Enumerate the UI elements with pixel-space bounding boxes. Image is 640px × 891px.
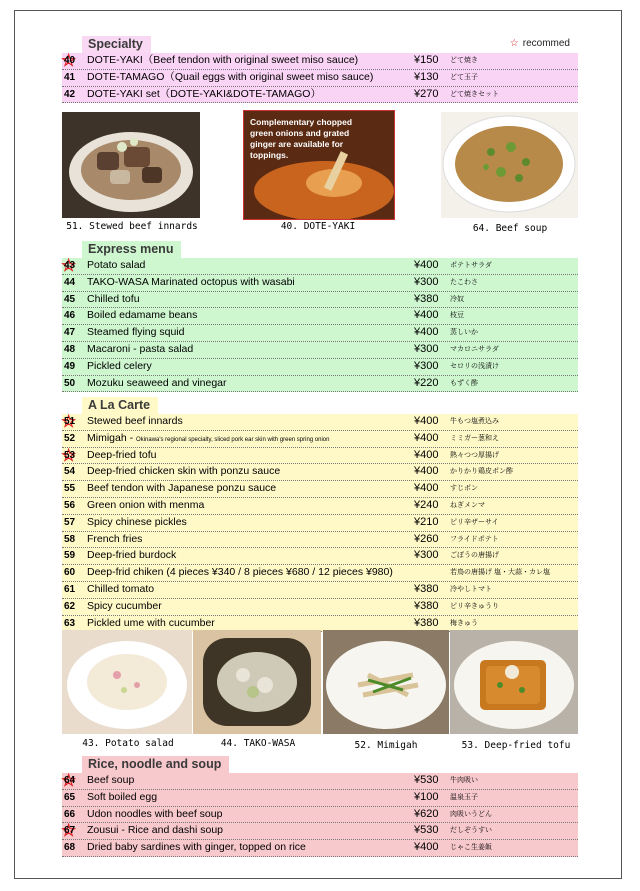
photo-caption: 43. Potato salad [82,738,174,749]
menu-row [62,308,578,325]
photo-caption: 40. DOTE-YAKI [280,221,356,232]
item-number: 59 [64,550,76,562]
item-name: Deep-fried burdock [87,549,177,562]
photo-caption: 51. Stewed beef innards [66,221,198,232]
recommended-item-number: ☆ 53 [64,448,82,464]
item-price: ¥270 [414,87,439,100]
item-price: ¥300 [414,549,439,562]
deep-fried-tofu-photo [450,630,578,734]
item-price: ¥380 [414,616,439,629]
item-name: Chilled tomato [87,582,155,595]
item-number: 45 [64,293,76,305]
item-japanese-name: 牛もつ塩煮込み [450,418,499,425]
item-price: ¥380 [414,599,439,612]
item-japanese-name: たこわさ [450,278,478,286]
menu-row [62,292,578,309]
alacarte-section [62,397,578,632]
menu-row [62,414,578,431]
item-price: ¥220 [414,376,439,389]
recommended-item-number: ☆ 64 [64,773,82,789]
item-name: Beef tendon with Japanese ponzu sauce [87,482,277,495]
photo-overlay-text: Complementary chopped green onions and grated ginger are available for toppings. [250,117,353,160]
menu-list [62,258,578,392]
item-japanese-name: 蒸しいか [450,329,478,337]
item-japanese-name: 若鳥の唐揚げ 塩・大蒜・カレ塩 [450,569,550,577]
menu-list [62,53,578,103]
item-japanese-name: すじポン [450,485,478,493]
item-japanese-name: 温泉玉子 [450,793,478,801]
section-title: Rice, noodle and soup [82,756,229,773]
item-number: 42 [64,88,76,100]
item-japanese-name: どて焼きセット [450,90,499,98]
item-name: Mimigah - Okinawa's regional specialty, sliced pork ear skin with green spring onion [87,431,330,444]
item-name: Beef soup [87,774,135,786]
item-name: Macaroni - pasta salad [87,342,194,355]
item-name: Steamed flying squid [87,326,185,339]
menu-row [62,376,578,393]
star-icon: ☆ [509,38,519,49]
recommended-item-number: ☆ 43 [64,258,82,274]
item-japanese-name: 冷奴 [450,295,464,303]
beef-soup-photo [441,112,578,218]
item-price: ¥400 [414,465,439,478]
menu-list [62,414,578,632]
item-number: 49 [64,360,76,372]
item-price: ¥130 [414,70,439,83]
menu-row [62,498,578,515]
dote-yaki-photo [243,110,395,220]
item-price: ¥530 [414,824,439,837]
item-number: 57 [64,516,76,528]
mimigah-photo [323,630,449,734]
item-japanese-name: かりかり鶏皮ポン酢 [450,468,513,476]
item-number: 47 [64,327,76,339]
menu-row [62,342,578,359]
item-number: 61 [64,583,76,595]
item-japanese-name: 肉吸いうどん [450,810,492,818]
item-number: 41 [64,71,76,83]
menu-row [62,481,578,498]
recommended-item-number: ☆ 51 [64,414,82,430]
item-price: ¥100 [414,790,439,803]
menu-row [62,325,578,342]
item-name: Udon noodles with beef soup [87,807,223,820]
section-title: Express menu [82,241,181,258]
item-japanese-name: もずく酢 [450,379,478,387]
item-number: 66 [64,808,76,820]
menu-row [62,807,578,824]
item-price: ¥400 [414,415,439,427]
item-japanese-name: 枝豆 [450,312,464,320]
express-section [62,241,578,392]
menu-row [62,87,578,104]
item-price: ¥400 [414,326,439,339]
menu-row [62,582,578,599]
menu-row [62,599,578,616]
item-price: ¥260 [414,532,439,545]
item-japanese-name: ミミガー葱和え [450,434,499,442]
item-name: Potato salad [87,259,146,271]
item-japanese-name: ねぎメンマ [450,501,485,509]
menu-row [62,773,578,790]
item-price: ¥300 [414,275,439,288]
menu-row [62,258,578,275]
item-japanese-name: だしぞうすい [450,827,492,835]
item-description: Okinawa's regional specialty, sliced pork ear skin with green spring onion [136,436,330,443]
item-price: ¥150 [414,54,439,66]
stewed-beef-photo [62,112,200,218]
menu-row [62,565,578,582]
item-number: 62 [64,600,76,612]
tako-wasa-photo [193,630,321,734]
item-number: 56 [64,499,76,511]
item-japanese-name: 熱々つつ厚揚げ [450,451,499,459]
item-number: 58 [64,533,76,545]
item-price: ¥400 [414,482,439,495]
item-name: Pickled ume with cucumber [87,616,215,629]
item-number: 55 [64,483,76,495]
item-number: 60 [64,567,76,579]
item-price: ¥300 [414,342,439,355]
item-japanese-name: フライドポテト [450,535,499,543]
item-price: ¥300 [414,359,439,372]
item-name: TAKO-WASA Marinated octopus with wasabi [87,275,295,288]
menu-row [62,532,578,549]
item-number: 52 [64,432,76,444]
item-japanese-name: じゃこ生姜飯 [450,844,492,852]
menu-list [62,773,578,857]
section-title: Specialty [82,36,151,53]
item-name: Stewed beef innards [87,415,183,427]
menu-row [62,840,578,857]
item-price: ¥400 [414,448,439,461]
menu-row [62,515,578,532]
item-number: 54 [64,466,76,478]
item-number: 63 [64,617,76,629]
item-price: ¥240 [414,498,439,511]
item-name: DOTE-YAKI（Beef tendon with original sweet miso sauce) [87,54,359,66]
menu-row [62,431,578,448]
item-japanese-name: どて焼き [450,57,478,64]
item-japanese-name: ピリ辛ザーサイ [450,518,499,526]
item-name: Chilled tofu [87,292,140,305]
item-price: ¥400 [414,431,439,444]
item-name: Deep-fried chicken skin with ponzu sauce [87,465,281,478]
item-number: 44 [64,276,76,288]
section-title: A La Carte [82,397,158,414]
item-japanese-name: どて玉子 [450,73,478,81]
item-name: DOTE-YAKI set（DOTE-YAKI&DOTE-TAMAGO） [87,87,321,100]
item-japanese-name: ごぼうの唐揚げ [450,552,499,560]
item-japanese-name: 牛肉吸い [450,777,478,784]
item-name: Deep-frid chiken (4 pieces ¥340 / 8 pieces ¥680 / 12 pieces ¥980) [87,566,393,579]
menu-row [62,53,578,70]
item-price: ¥400 [414,841,439,854]
item-name: DOTE-TAMAGO（Quail eggs with original sweet miso sauce) [87,70,374,83]
photo-caption: 53. Deep-fried tofu [461,740,571,751]
item-name: Soft boiled egg [87,790,158,803]
menu-row [62,359,578,376]
item-number: 65 [64,791,76,803]
item-japanese-name: ポテトサラダ [450,262,492,269]
item-number: 48 [64,343,76,355]
photo-caption: 44. TAKO-WASA [220,738,296,749]
item-japanese-name: 梅きゅう [450,619,478,627]
specialty-section [62,36,578,103]
menu-row [62,790,578,807]
photo-caption: 52. Mimigah [354,740,418,751]
item-price: ¥400 [414,259,439,271]
potato-salad-photo [62,630,192,734]
menu-row [62,275,578,292]
item-japanese-name: ピリ辛きゅうり [450,602,499,610]
recommend-legend: ☆ recommed [509,38,570,49]
item-price: ¥400 [414,309,439,322]
rice-section [62,756,578,857]
item-japanese-name: 冷やしトマト [450,585,492,593]
recommended-item-number: ☆ 67 [64,823,82,839]
item-name: Mozuku seaweed and vinegar [87,376,227,389]
item-price: ¥620 [414,807,439,820]
item-price: ¥380 [414,292,439,305]
item-price: ¥380 [414,582,439,595]
item-name: French fries [87,532,143,545]
item-name: Spicy chinese pickles [87,515,187,528]
item-number: 68 [64,842,76,854]
item-name: Dried baby sardines with ginger, topped on rice [87,841,306,854]
menu-row [62,823,578,840]
menu-row [62,548,578,565]
recommended-item-number: ☆ 40 [64,53,82,69]
item-name: Pickled celery [87,359,152,372]
item-japanese-name: マカロニサラダ [450,345,499,353]
item-number: 46 [64,310,76,322]
item-price: ¥210 [414,515,439,528]
menu-row [62,448,578,465]
item-name: Spicy cucumber [87,599,162,612]
item-price: ¥530 [414,774,439,786]
item-name: Green onion with menma [87,498,205,511]
item-name: Boiled edamame beans [87,309,198,322]
photo-caption: 64. Beef soup [472,223,548,234]
menu-row [62,464,578,481]
item-name: Deep-fried tofu [87,448,157,461]
item-number: 50 [64,377,76,389]
item-name: Zousui - Rice and dashi soup [87,824,223,837]
menu-row [62,70,578,87]
item-japanese-name: セロリの浅漬け [450,362,499,370]
